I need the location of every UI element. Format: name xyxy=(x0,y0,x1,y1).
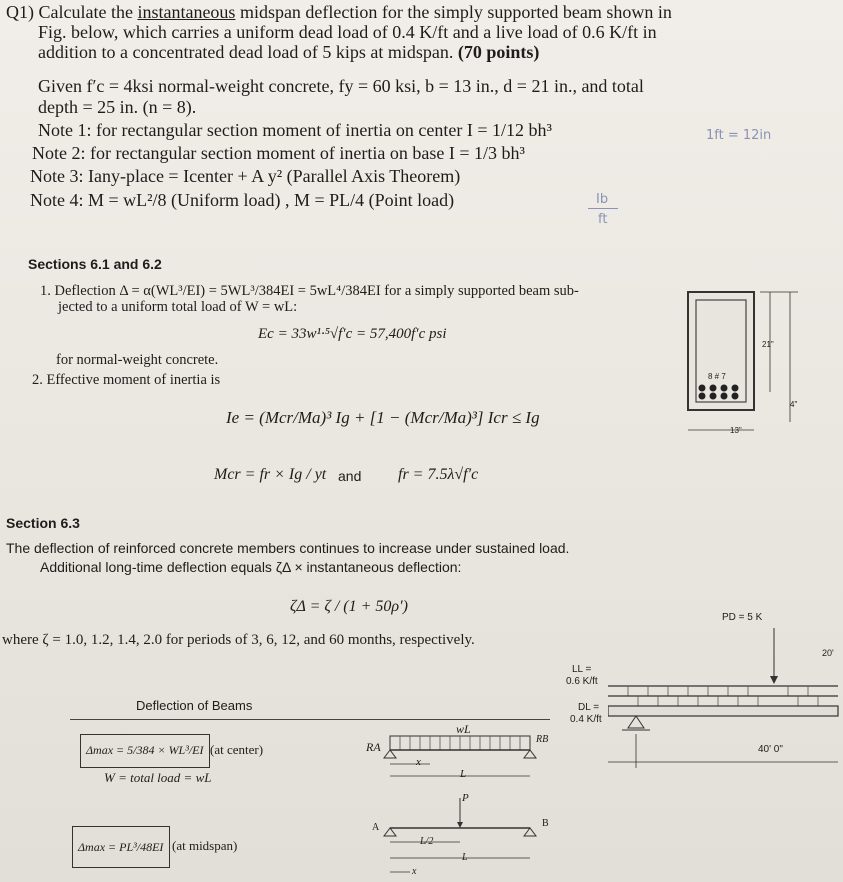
ec-formula: Ec = 33w¹·⁵√f′c = 57,400f′c psi xyxy=(258,326,447,342)
depth-line: depth = 25 in. (n = 8). xyxy=(38,97,197,117)
bars-label: 8 # 7 xyxy=(708,372,726,381)
cover-label: 4" xyxy=(790,400,798,409)
reaction-a: RA xyxy=(366,740,381,754)
handwritten-unit-top: Ib xyxy=(596,192,609,207)
note-4: Note 4: M = wL²/8 (Uniform load) , M = PL/4 (Point load) xyxy=(30,190,455,210)
total-load-note: W = total load = wL xyxy=(104,770,212,785)
point-dead-load: PD = 5 K xyxy=(722,612,763,623)
zeta-formula: ζΔ = ζ / (1 + 50ρ′) xyxy=(290,598,408,615)
note-1: Note 1: for rectangular section moment of inertia on center I = 1/12 bh³ xyxy=(38,120,552,140)
uniform-load-diagram xyxy=(370,730,550,790)
sections-heading: Sections 6.1 and 6.2 xyxy=(28,256,162,272)
point-load-label: P xyxy=(462,792,469,804)
section-6-3-heading: Section 6.3 xyxy=(6,515,80,531)
fr-formula: fr = 7.5λ√f′c xyxy=(398,466,479,483)
note-2: Note 2: for rectangular section moment of inertia on base I = 1/3 bh³ xyxy=(32,143,525,163)
note-3: Note 3: Iany-place = Icenter + A y² (Parallel Axis Theorem) xyxy=(30,166,461,186)
question-line-1 xyxy=(6,2,672,23)
beam-loading-diagram xyxy=(608,624,840,774)
dead-load-label: DL = xyxy=(578,702,600,713)
question-line-2: Fig. below, which carries a uniform dead load of 0.4 K/ft and a live load of 0.6 K/ft in xyxy=(38,22,657,42)
cross-section-diagram xyxy=(680,282,830,442)
and-word: and xyxy=(338,468,362,484)
effective-moment-item: 2. Effective moment of inertia is xyxy=(32,372,221,388)
normal-weight-note: for normal-weight concrete. xyxy=(56,352,219,368)
live-load-label: LL = xyxy=(572,664,592,675)
live-load-value: 0.6 K/ft xyxy=(566,676,598,687)
column-height: 20' xyxy=(822,648,834,658)
table-top-rule xyxy=(70,719,550,720)
ie-formula: Ie = (Mcr/Ma)³ Ig + [1 − (Mcr/Ma)³] Icr ≤ Ig xyxy=(226,408,540,427)
mcr-formula: Mcr = fr × Ig / yt xyxy=(214,466,327,483)
reaction-b: RB xyxy=(536,734,549,745)
zeta-periods: where ζ = 1.0, 1.2, 1.4, 2.0 for periods of 3, 6, 12, and 60 months, respectively. xyxy=(2,632,475,648)
formula-uniform-note: (at center) xyxy=(210,742,264,757)
q1-underlined: instantaneous xyxy=(137,2,236,22)
deflection-table-title: Deflection of Beams xyxy=(136,698,253,713)
formula-uniform: Δmax = 5/384 × WL³/EI xyxy=(86,743,204,757)
section-6-3-line-1: The deflection of reinforced concrete members continues to increase under sustained load. xyxy=(6,540,570,556)
handwritten-conversion: 1ft = 12in xyxy=(706,128,772,143)
q3-text: addition to a concentrated dead load of 5 kips at midspan. xyxy=(38,42,458,62)
span-l: L xyxy=(460,768,467,780)
support-a: A xyxy=(372,822,380,833)
q1-start: Q1) Calculate the xyxy=(6,2,138,22)
given-line: Given f′c = 4ksi normal-weight concrete, fy = 60 ksi, b = 13 in., d = 21 in., and total xyxy=(38,76,644,96)
width-label: 13" xyxy=(730,426,742,435)
question-line-3 xyxy=(38,42,539,63)
span-length: 40' 0" xyxy=(758,744,783,755)
handwritten-fraction-bar xyxy=(588,208,618,209)
uniform-load-label: wL xyxy=(456,722,471,736)
q1-end: midspan deflection for the simply supported beam shown in xyxy=(235,2,672,22)
formula-point: Δmax = PL³/48EI xyxy=(78,840,164,854)
deflection-item-1: 1. Deflection Δ = α(WL³/EI) = 5WL³/384EI = 5wL⁴/384EI for a simply supported beam sub- xyxy=(40,283,579,299)
support-b: B xyxy=(542,818,549,829)
point-distance-x: x xyxy=(412,866,417,877)
section-6-3-line-2: Additional long-time deflection equals ζΔ × instantaneous deflection: xyxy=(40,559,462,575)
point-load-diagram xyxy=(380,792,550,882)
formula-point-note: (at midspan) xyxy=(172,838,238,853)
dead-load-value: 0.4 K/ft xyxy=(570,714,602,725)
deflection-item-1-cont: jected to a uniform total load of W = wL: xyxy=(58,299,298,315)
section-depth-label: 21" xyxy=(762,340,774,349)
handwritten-unit-bottom: ft xyxy=(598,212,608,227)
half-span: L/2 xyxy=(420,836,434,847)
distance-x: x xyxy=(416,756,421,768)
points-label: (70 points) xyxy=(457,42,540,62)
point-span-l: L xyxy=(462,852,468,863)
